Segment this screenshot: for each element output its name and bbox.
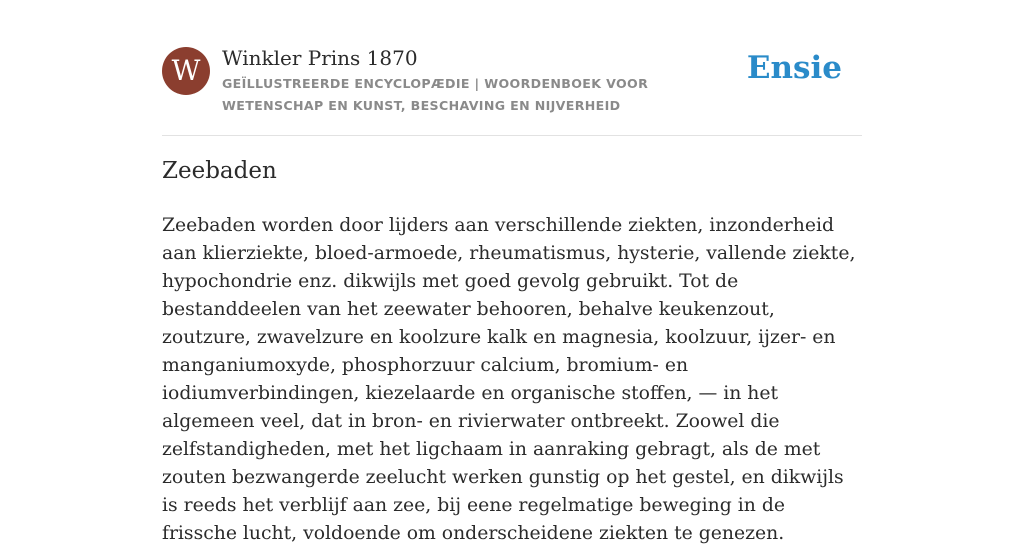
source-subtitle: GEÏLLUSTREERDE ENCYCLOPÆDIE | WOORDENBOEK VOOR WETENSCHAP EN KUNST, BESCHAVING EN NIJVERHEID (222, 76, 649, 113)
article-title: Zeebaden (162, 158, 277, 184)
divider (162, 135, 862, 136)
avatar[interactable]: W (162, 47, 210, 95)
article-body: Zeebaden worden door lijders aan verschillende ziekten, inzonderheid aan klierziekte, bloed-armoede, rheumatismus, hysterie, vallende ziekte, hypochondrie enz. dikwijls met goed gevolg gebruikt. Tot de bestanddeelen van het zeewater behooren, behalve keukenzout, zoutzure, zwavelzure en koolzure kalk en magnesia, koolzuur, ijzer- en manganiumoxyde, phosphorzuur calcium, bromium- en iodiumverbindingen, kiezelaarde en organische stoffen, — in het algemeen veel, dat in bron- en rivierwater ontbreekt. Zoowel die zelfstandigheden, met het ligchaam in aanraking gebragt, als de met zouten bezwangerde zeelucht werken gunstig op het gestel, en dikwijls is reeds het verblijf aan zee, bij eene regelmatige beweging in de frissche lucht, voldoende om onderscheidene ziekten te genezen. (162, 215, 856, 544)
source-header (162, 46, 862, 136)
source-title[interactable]: Winkler Prins 1870 (222, 46, 418, 70)
ensie-logo-link[interactable]: Ensie (746, 50, 842, 86)
